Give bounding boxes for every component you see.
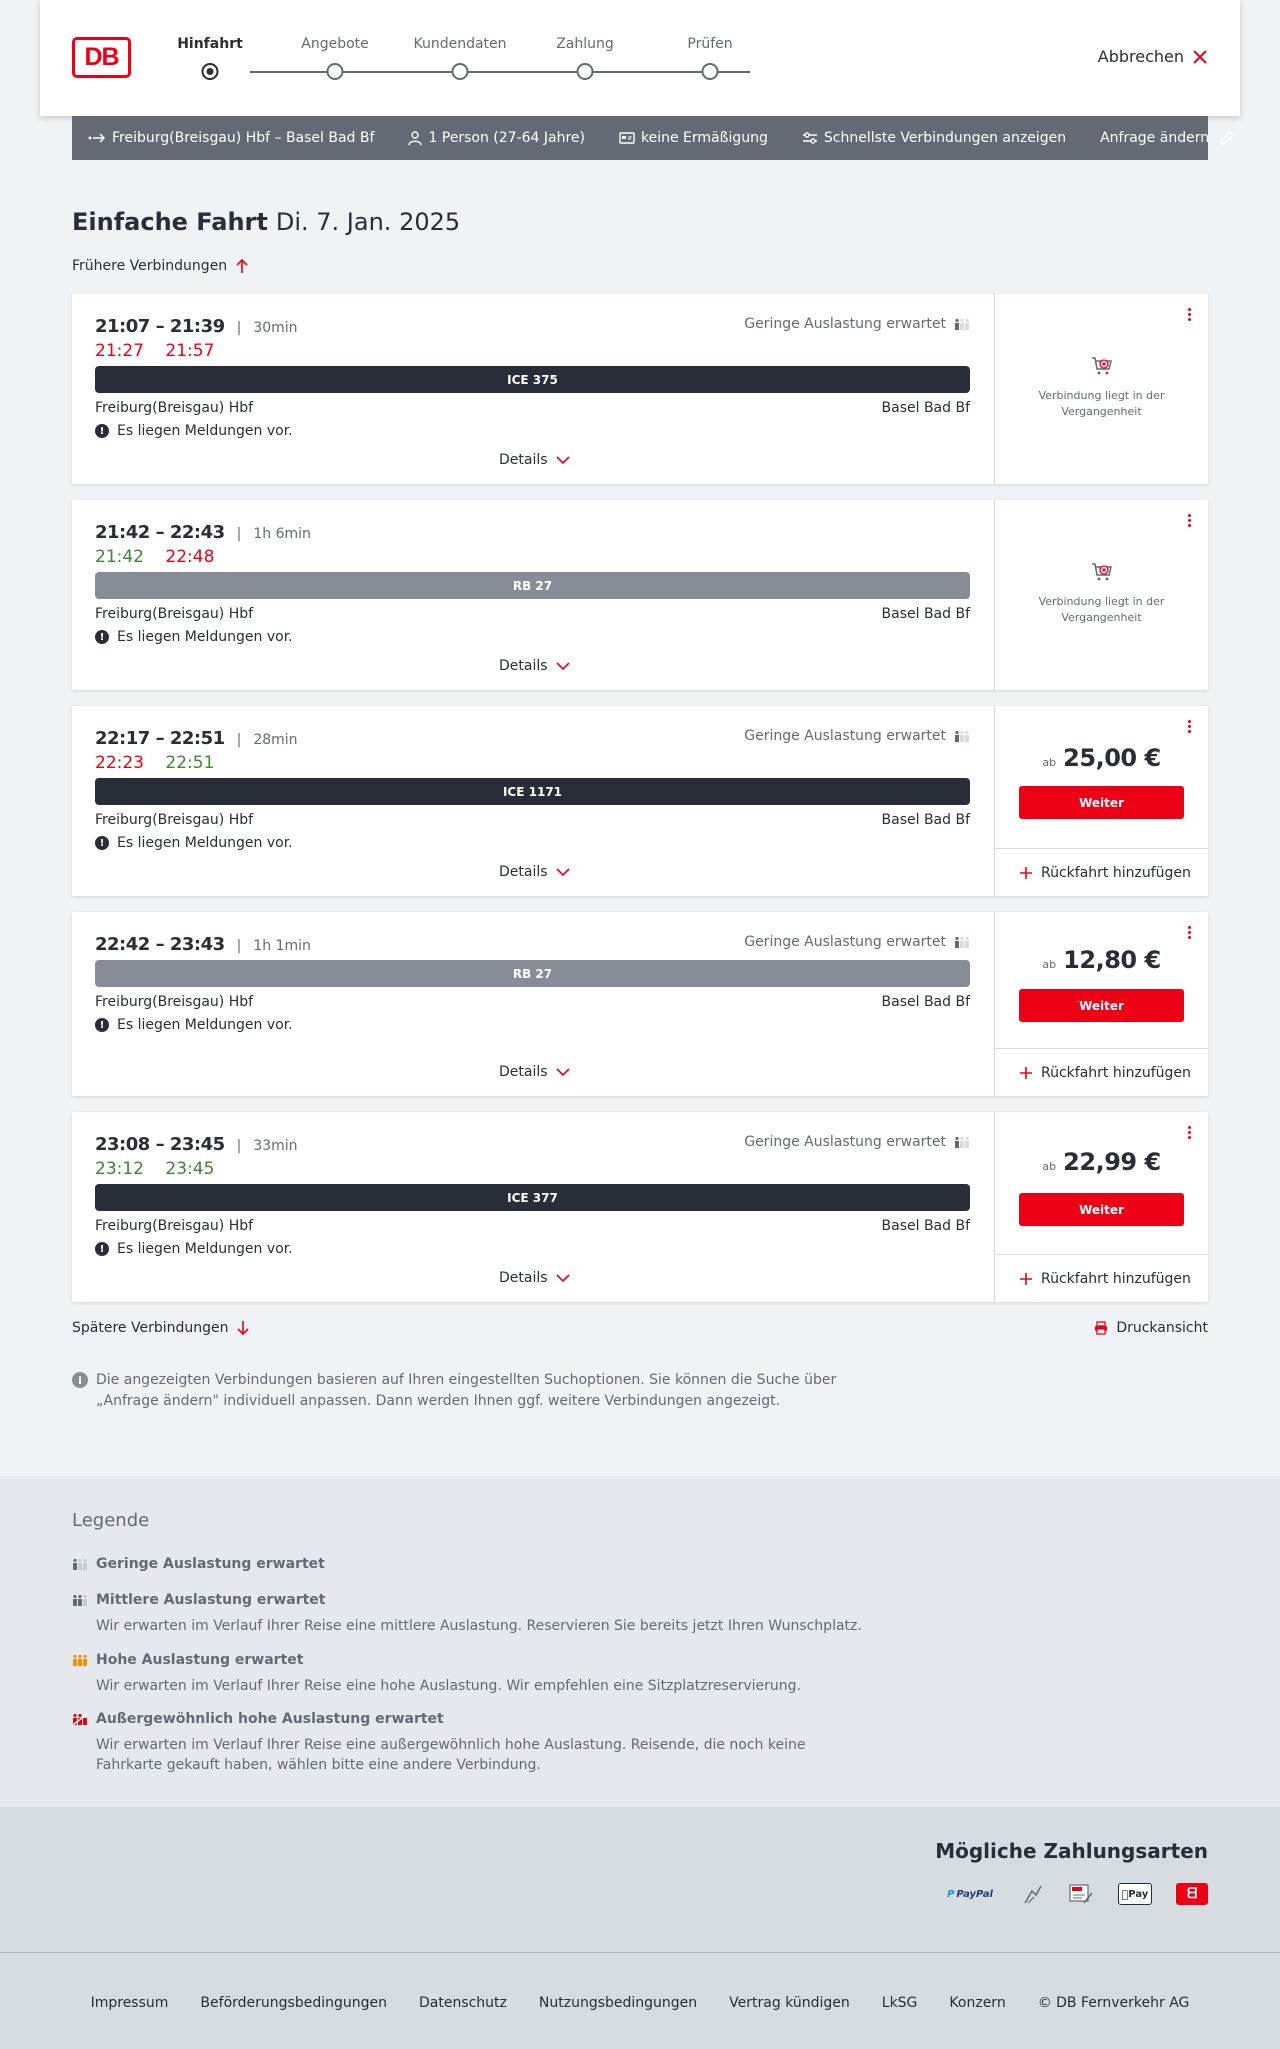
message-text: Es liegen Meldungen vor. — [117, 1241, 293, 1257]
details-label: Details — [499, 1064, 548, 1080]
details-toggle[interactable] — [499, 1064, 570, 1080]
offer-panel — [995, 294, 1208, 484]
footer-link-datenschutz[interactable]: Datenschutz — [418, 1995, 507, 2011]
realtime-times — [95, 1159, 230, 1179]
departure-station: Freiburg(Breisgau) Hbf — [95, 812, 254, 828]
duration: 30min — [253, 320, 298, 336]
train-segment-bar[interactable]: ICE 377 — [95, 1184, 970, 1211]
progress-line — [250, 71, 750, 73]
connection-card — [72, 912, 1208, 1096]
legend-description: Wir erwarten im Verlauf Ihrer Reise eine mittlere Auslastung. Reservieren Sie bereits jetzt Ihren Wunschplatz. — [96, 1618, 862, 1634]
legend-item — [72, 1652, 872, 1696]
connection-info[interactable] — [72, 500, 995, 690]
message-text: Es liegen Meldungen vor. — [117, 1017, 293, 1033]
options-summary[interactable] — [802, 130, 1066, 146]
connection-info[interactable] — [72, 294, 995, 484]
printer-icon — [1094, 1321, 1108, 1335]
scheduled-times — [95, 522, 311, 543]
train-segment-bar[interactable]: RB 27 — [95, 960, 970, 987]
cart-unavailable-icon — [1090, 354, 1114, 378]
header — [40, 0, 1240, 116]
occupancy-medium-icon — [72, 1594, 88, 1606]
message-text: Es liegen Meldungen vor. — [117, 423, 293, 439]
later-connections-link[interactable] — [72, 1320, 250, 1336]
connection-card — [72, 294, 1208, 484]
print-view-label: Druckansicht — [1116, 1320, 1208, 1336]
message-notice[interactable] — [95, 1017, 293, 1033]
departure-station: Freiburg(Breisgau) Hbf — [95, 606, 254, 622]
close-icon — [1192, 49, 1208, 65]
train-segment-bar[interactable]: ICE 1171 — [95, 778, 970, 805]
message-notice[interactable] — [95, 835, 293, 851]
arrival-station: Basel Bad Bf — [881, 994, 970, 1010]
add-return-label: Rückfahrt hinzufügen — [1041, 1270, 1191, 1287]
realtime-arrival: 22:51 — [165, 753, 215, 773]
card-icon — [619, 132, 635, 144]
details-label: Details — [499, 864, 548, 880]
time-range: 21:07 – 21:39 — [95, 316, 225, 337]
trip-type: Einfache Fahrt — [72, 208, 268, 236]
details-toggle[interactable] — [499, 1270, 570, 1286]
past-line-2: Vergangenheit — [1061, 405, 1142, 418]
trip-date: Di. 7. Jan. 2025 — [275, 208, 461, 236]
applepay-icon — [1118, 1883, 1152, 1905]
step-dot-angebote[interactable] — [327, 63, 344, 80]
occupancy-low-icon — [954, 1136, 970, 1148]
add-return-label: Rückfahrt hinzufügen — [1041, 864, 1191, 881]
realtime-departure: 21:42 — [95, 547, 144, 567]
connection-card — [72, 1112, 1208, 1302]
chevron-down-icon — [556, 1068, 570, 1076]
separator: | — [236, 1138, 242, 1154]
footer-link-befoerderungsbedingungen[interactable]: Beförderungsbedingungen — [200, 1995, 387, 2011]
add-return-label: Rückfahrt hinzufügen — [1041, 1064, 1191, 1081]
offer-panel — [995, 706, 1208, 896]
arrow-up-icon — [235, 258, 249, 274]
footer-copyright: © DB Fernverkehr AG — [1037, 1995, 1190, 2011]
more-options-icon[interactable] — [1188, 926, 1192, 939]
connection-info[interactable] — [72, 1112, 995, 1302]
step-angebote[interactable]: Angebote — [301, 36, 369, 52]
footer-links — [0, 1995, 1280, 2011]
message-text: Es liegen Meldungen vor. — [117, 629, 293, 645]
past-connection-notice — [995, 354, 1208, 420]
past-line-1: Verbindung liegt in der — [1038, 595, 1165, 608]
occupancy-info — [744, 1134, 970, 1150]
info-note-text: Die angezeigten Verbindungen basieren auf Ihren eingestellten Suchoptionen. Sie können die Suche über „Anfrage ändern" individuell anpassen. Dann werden Ihnen ggf. weitere Verbindungen angezeigt. — [96, 1372, 837, 1409]
person-icon — [408, 131, 422, 145]
step-zahlung[interactable]: Zahlung — [556, 36, 614, 52]
message-notice[interactable] — [95, 629, 293, 645]
later-connections-label: Spätere Verbindungen — [72, 1320, 229, 1336]
realtime-arrival: 23:45 — [165, 1159, 215, 1179]
price-value: 12,80 € — [1063, 946, 1161, 974]
sliders-icon — [802, 131, 818, 145]
connection-card — [72, 706, 1208, 896]
occupancy-label: Geringe Auslastung erwartet — [744, 1134, 946, 1150]
duration: 1h 1min — [253, 938, 311, 954]
message-notice[interactable] — [95, 1241, 293, 1257]
scheduled-times — [95, 1134, 298, 1155]
time-range: 22:17 – 22:51 — [95, 728, 225, 749]
discount-label: keine Ermäßigung — [641, 130, 768, 146]
footer — [0, 1952, 1280, 2049]
db-card-icon: ᗺ — [1176, 1883, 1208, 1905]
realtime-times — [95, 753, 230, 773]
scheduled-times — [95, 934, 311, 955]
step-dot-zahlung[interactable] — [577, 63, 594, 80]
footer-link-nutzungsbedingungen[interactable]: Nutzungsbedingungen — [538, 1995, 698, 2011]
more-options-icon[interactable] — [1188, 514, 1192, 527]
occupancy-extreme-icon — [72, 1713, 88, 1725]
exclamation-icon: ! — [95, 1242, 109, 1256]
realtime-departure: 21:27 — [95, 341, 144, 361]
occupancy-low-icon — [954, 730, 970, 742]
arrival-station: Basel Bad Bf — [881, 606, 970, 622]
price-value: 25,00 € — [1063, 744, 1161, 772]
legend-heading: Hohe Auslastung erwartet — [96, 1652, 304, 1668]
step-dot-pruefen[interactable] — [702, 63, 719, 80]
more-options-icon[interactable] — [1188, 308, 1192, 321]
scheduled-times — [95, 728, 298, 749]
page-title — [72, 208, 460, 236]
occupancy-info — [744, 728, 970, 744]
cancel-button[interactable] — [1098, 47, 1208, 66]
details-label: Details — [499, 658, 548, 674]
route-summary[interactable] — [88, 130, 374, 146]
add-return-button[interactable] — [995, 848, 1208, 896]
edit-search-button[interactable] — [1100, 130, 1235, 146]
price — [995, 744, 1208, 772]
legend-section — [0, 1476, 1280, 1807]
arrival-station: Basel Bad Bf — [881, 812, 970, 828]
chevron-down-icon — [556, 1274, 570, 1282]
footer-link-lksg[interactable]: LkSG — [881, 1995, 918, 2011]
weiter-button[interactable]: Weiter — [1019, 786, 1184, 819]
realtime-arrival: 22:48 — [165, 547, 215, 567]
cancel-label: Abbrechen — [1097, 47, 1184, 66]
offer-panel — [995, 1112, 1208, 1302]
arrival-station: Basel Bad Bf — [881, 400, 970, 416]
paypal-label: PayPal — [956, 1888, 993, 1900]
legend-description: Wir erwarten im Verlauf Ihrer Reise eine hohe Auslastung. Wir empfehlen eine Sitzplatzreservierung. — [96, 1678, 801, 1694]
footer-link-konzern[interactable]: Konzern — [949, 1995, 1006, 2011]
weiter-button[interactable]: Weiter — [1019, 989, 1184, 1022]
sepa-icon — [1068, 1883, 1094, 1905]
separator: | — [236, 526, 242, 542]
details-toggle[interactable] — [499, 864, 570, 880]
arrow-right-icon — [88, 133, 106, 143]
train-segment-bar[interactable]: RB 27 — [95, 572, 970, 599]
legend-item — [72, 1592, 872, 1636]
footer-link-impressum[interactable]: Impressum — [90, 1995, 169, 2011]
legend-heading: Mittlere Auslastung erwartet — [96, 1592, 326, 1608]
train-segment-bar[interactable]: ICE 375 — [95, 366, 970, 393]
duration: 1h 6min — [253, 526, 311, 542]
details-label: Details — [499, 452, 548, 468]
info-note — [72, 1370, 852, 1412]
legend-heading: Geringe Auslastung erwartet — [96, 1556, 325, 1572]
exclamation-icon: ! — [95, 1018, 109, 1032]
occupancy-info — [744, 316, 970, 332]
legend-description: Wir erwarten im Verlauf Ihrer Reise eine außergewöhnlich hohe Auslastung. Reisende, die noch keine Fahrkarte gekauft haben, wählen bitte eine andere Verbindung. — [96, 1737, 806, 1773]
past-connection-notice — [995, 560, 1208, 626]
occupancy-high-icon — [72, 1654, 88, 1666]
more-options-icon[interactable] — [1188, 1126, 1192, 1139]
connection-info[interactable] — [72, 912, 995, 1096]
paypal-icon: P PayPal — [947, 1888, 993, 1900]
applepay-label: Pay — [1124, 1888, 1146, 1900]
message-text: Es liegen Meldungen vor. — [117, 835, 293, 851]
separator: | — [236, 732, 242, 748]
add-return-button[interactable] — [995, 1254, 1208, 1302]
occupancy-low-icon — [954, 936, 970, 948]
pencil-icon — [1219, 130, 1235, 146]
plus-icon — [1019, 1272, 1033, 1286]
legend-item — [72, 1711, 872, 1775]
time-range: 22:42 – 23:43 — [95, 934, 225, 955]
scheduled-times — [95, 316, 298, 337]
discount-summary[interactable] — [619, 130, 768, 146]
realtime-times — [95, 547, 230, 567]
price — [995, 1148, 1208, 1176]
past-line-1: Verbindung liegt in der — [1038, 389, 1165, 402]
payment-section — [0, 1807, 1280, 1952]
search-summary-bar — [72, 116, 1208, 160]
departure-station: Freiburg(Breisgau) Hbf — [95, 400, 254, 416]
more-options-icon[interactable] — [1188, 720, 1192, 733]
departure-station: Freiburg(Breisgau) Hbf — [95, 1218, 254, 1234]
details-toggle[interactable] — [499, 452, 570, 468]
step-dot-hinfahrt[interactable] — [202, 63, 219, 80]
details-toggle[interactable] — [499, 658, 570, 674]
legend-heading: Außergewöhnlich hohe Auslastung erwartet — [96, 1711, 444, 1727]
departure-station: Freiburg(Breisgau) Hbf — [95, 994, 254, 1010]
message-notice[interactable] — [95, 423, 293, 439]
step-dot-kundendaten[interactable] — [452, 63, 469, 80]
offer-panel — [995, 500, 1208, 690]
separator: | — [236, 320, 242, 336]
earlier-connections-label: Frühere Verbindungen — [72, 258, 228, 274]
occupancy-low-icon — [72, 1558, 88, 1570]
legend-title: Legende — [72, 1510, 150, 1531]
price-prefix: ab — [1042, 958, 1057, 971]
occupancy-label: Geringe Auslastung erwartet — [744, 934, 946, 950]
db-logo[interactable]: DB — [72, 37, 131, 78]
print-view-link[interactable] — [1094, 1320, 1208, 1336]
time-range: 21:42 – 22:43 — [95, 522, 225, 543]
connection-card — [72, 500, 1208, 690]
footer-link-vertrag-kuendigen[interactable]: Vertrag kündigen — [729, 1995, 850, 2011]
past-line-2: Vergangenheit — [1061, 611, 1142, 624]
payment-title: Mögliche Zahlungsarten — [935, 1839, 1208, 1863]
step-pruefen[interactable]: Prüfen — [687, 36, 733, 52]
time-range: 23:08 – 23:45 — [95, 1134, 225, 1155]
chevron-down-icon — [556, 662, 570, 670]
exclamation-icon: ! — [95, 836, 109, 850]
occupancy-info — [744, 934, 970, 950]
price-prefix: ab — [1042, 756, 1057, 769]
cart-unavailable-icon — [1090, 560, 1114, 584]
details-label: Details — [499, 1270, 548, 1286]
info-icon: i — [72, 1372, 88, 1388]
realtime-departure: 23:12 — [95, 1159, 144, 1179]
step-hinfahrt[interactable]: Hinfahrt — [177, 36, 243, 52]
realtime-times — [95, 341, 230, 361]
duration: 33min — [253, 1138, 298, 1154]
options-label: Schnellste Verbindungen anzeigen — [823, 130, 1067, 146]
realtime-departure: 22:23 — [95, 753, 144, 773]
offer-panel — [995, 912, 1208, 1096]
arrow-down-icon — [236, 1320, 250, 1336]
passenger-label: 1 Person (27-64 Jahre) — [428, 130, 585, 146]
price — [995, 946, 1208, 974]
chevron-down-icon — [556, 868, 570, 876]
duration: 28min — [253, 732, 298, 748]
plus-icon — [1019, 866, 1033, 880]
occupancy-low-icon — [954, 318, 970, 330]
price-value: 22,99 € — [1063, 1148, 1161, 1176]
price-prefix: ab — [1042, 1160, 1057, 1173]
chevron-down-icon — [556, 456, 570, 464]
direct-debit-icon — [1022, 1883, 1044, 1905]
legend-item — [72, 1556, 872, 1572]
payment-icons — [942, 1883, 1208, 1905]
add-return-button[interactable] — [995, 1048, 1208, 1096]
edit-search-label: Anfrage ändern — [1100, 130, 1210, 146]
occupancy-label: Geringe Auslastung erwartet — [744, 728, 946, 744]
connection-info[interactable] — [72, 706, 995, 896]
plus-icon — [1019, 1066, 1033, 1080]
step-kundendaten[interactable]: Kundendaten — [413, 36, 507, 52]
route-label: Freiburg(Breisgau) Hbf – Basel Bad Bf — [112, 130, 375, 146]
separator: | — [236, 938, 242, 954]
exclamation-icon: ! — [95, 424, 109, 438]
arrival-station: Basel Bad Bf — [881, 1218, 970, 1234]
weiter-button[interactable]: Weiter — [1019, 1193, 1184, 1226]
exclamation-icon: ! — [95, 630, 109, 644]
passenger-summary[interactable] — [408, 130, 585, 146]
realtime-arrival: 21:57 — [165, 341, 215, 361]
occupancy-label: Geringe Auslastung erwartet — [744, 316, 946, 332]
earlier-connections-link[interactable] — [72, 258, 249, 274]
